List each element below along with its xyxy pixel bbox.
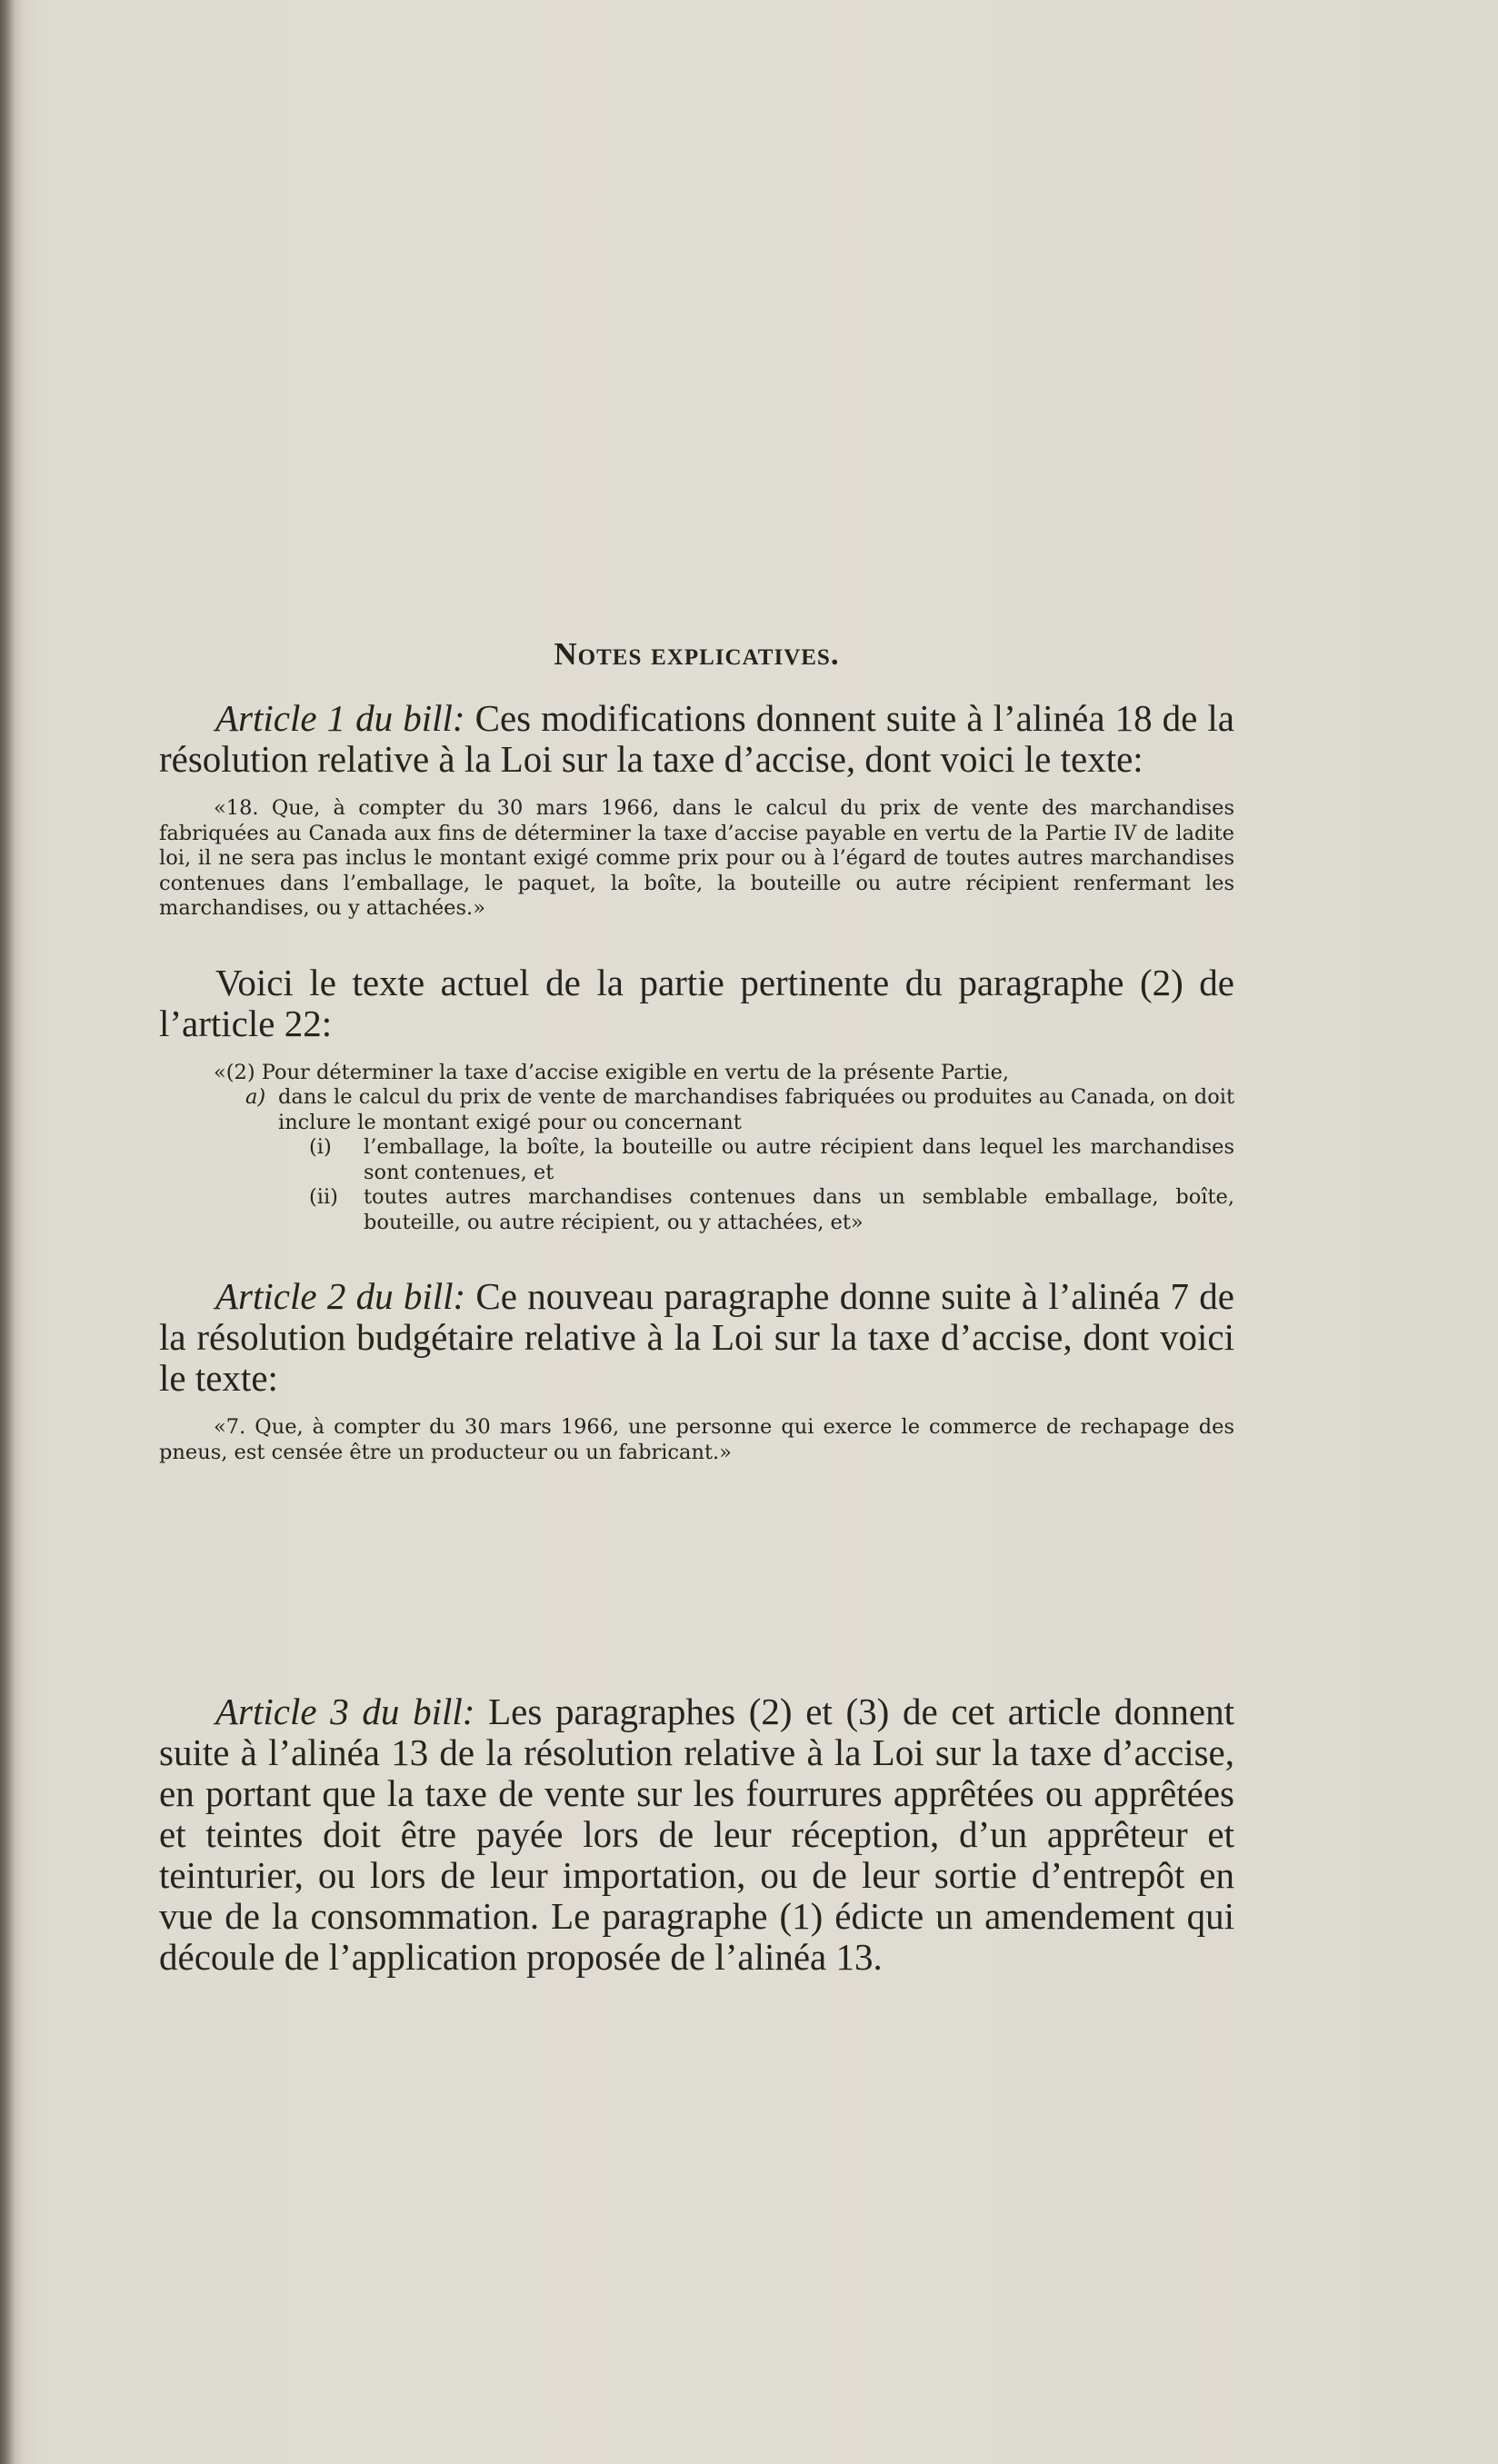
article1-ref: Article 1 du bill: [215, 697, 465, 739]
article2-quote: «7. Que, à compter du 30 mars 1966, une personne qui exerce le commerce de rechapage des pneus, est censée être un producteur ou un fabricant.» [159, 1415, 1234, 1464]
article1-text: Ces modifications donnent suite à l’alinéa 18 de la résolution relative à la Loi sur la taxe d’accise, dont voici le texte: [159, 697, 1234, 780]
current-text-paragraph: Voici le texte actuel de la partie pertinente du paragraphe (2) de l’article 22: [159, 961, 1234, 1044]
article3-paragraph [159, 1691, 1234, 1978]
clause-a [245, 1085, 1234, 1135]
article1-quote-block [159, 796, 1234, 922]
article3-ref: Article 3 du bill: [215, 1691, 475, 1732]
clause-ii [309, 1185, 1234, 1235]
article2-text: Ce nouveau paragraphe donne suite à l’alinéa 7 de la résolution budgétaire relative à la Loi sur la taxe d’accise, dont voici le texte: [159, 1275, 1234, 1399]
clause-i-text: l’emballage, la boîte, la bouteille ou autre récipient dans lequel les marchandises sont contenues, et [364, 1135, 1234, 1184]
clause-i-label: (i) [309, 1135, 332, 1159]
spacer [159, 1630, 1234, 1691]
article2-paragraph [159, 1276, 1234, 1399]
clause-a-text: dans le calcul du prix de vente de marchandises fabriquées ou produites au Canada, on doit inclure le montant exigé pour ou concernant [278, 1085, 1234, 1134]
spacer [159, 1568, 1234, 1630]
clause-i [309, 1135, 1234, 1185]
clause-a-label: a) [245, 1085, 266, 1109]
article3-text: Les paragraphes (2) et (3) de cet article donnent suite à l’alinéa 13 de la résolution relative à la Loi sur la taxe d’accise, en portant que la taxe de vente sur les fourrures apprêtées ou apprêtées et teintes doit être payée lors de leur réception, d’un apprêteur et teinturier, ou lors de leur importation, ou de leur sortie d’entrepôt en vue de la consommation. Le paragraphe (1) édicte un amendement qui découle de l’application proposée de l’alinéa 13. [159, 1691, 1234, 1978]
current-intro: «(2) Pour déterminer la taxe d’accise exigible en vertu de la présente Partie, [214, 1060, 1010, 1084]
article1-paragraph [159, 698, 1234, 780]
clause-ii-text: toutes autres marchandises contenues dans un semblable emballage, boîte, bouteille, ou autre récipient, ou y attachées, et» [364, 1185, 1234, 1234]
page-title: Notes explicatives. [554, 636, 840, 672]
article2-quote-block [159, 1415, 1234, 1465]
clause-ii-label: (ii) [309, 1185, 338, 1209]
notes-column [159, 636, 1234, 1994]
article2-ref: Article 2 du bill: [215, 1275, 466, 1317]
spacer [159, 1506, 1234, 1568]
binding-edge [0, 0, 15, 2464]
current-quote-block [159, 1061, 1234, 1236]
article1-quote: «18. Que, à compter du 30 mars 1966, dans le calcul du prix de vente des marchandises fabriquées au Canada aux fins de déterminer la taxe d’accise payable en vertu de la Partie IV de ladite loi, il ne sera pas inclus le montant exigé comme prix pour ou à l’égard de toutes autres marchandises contenues dans l’emballage, le paquet, la boîte, la bouteille ou autre récipient renfermant les marchandises, ou y attachées.» [159, 796, 1234, 920]
